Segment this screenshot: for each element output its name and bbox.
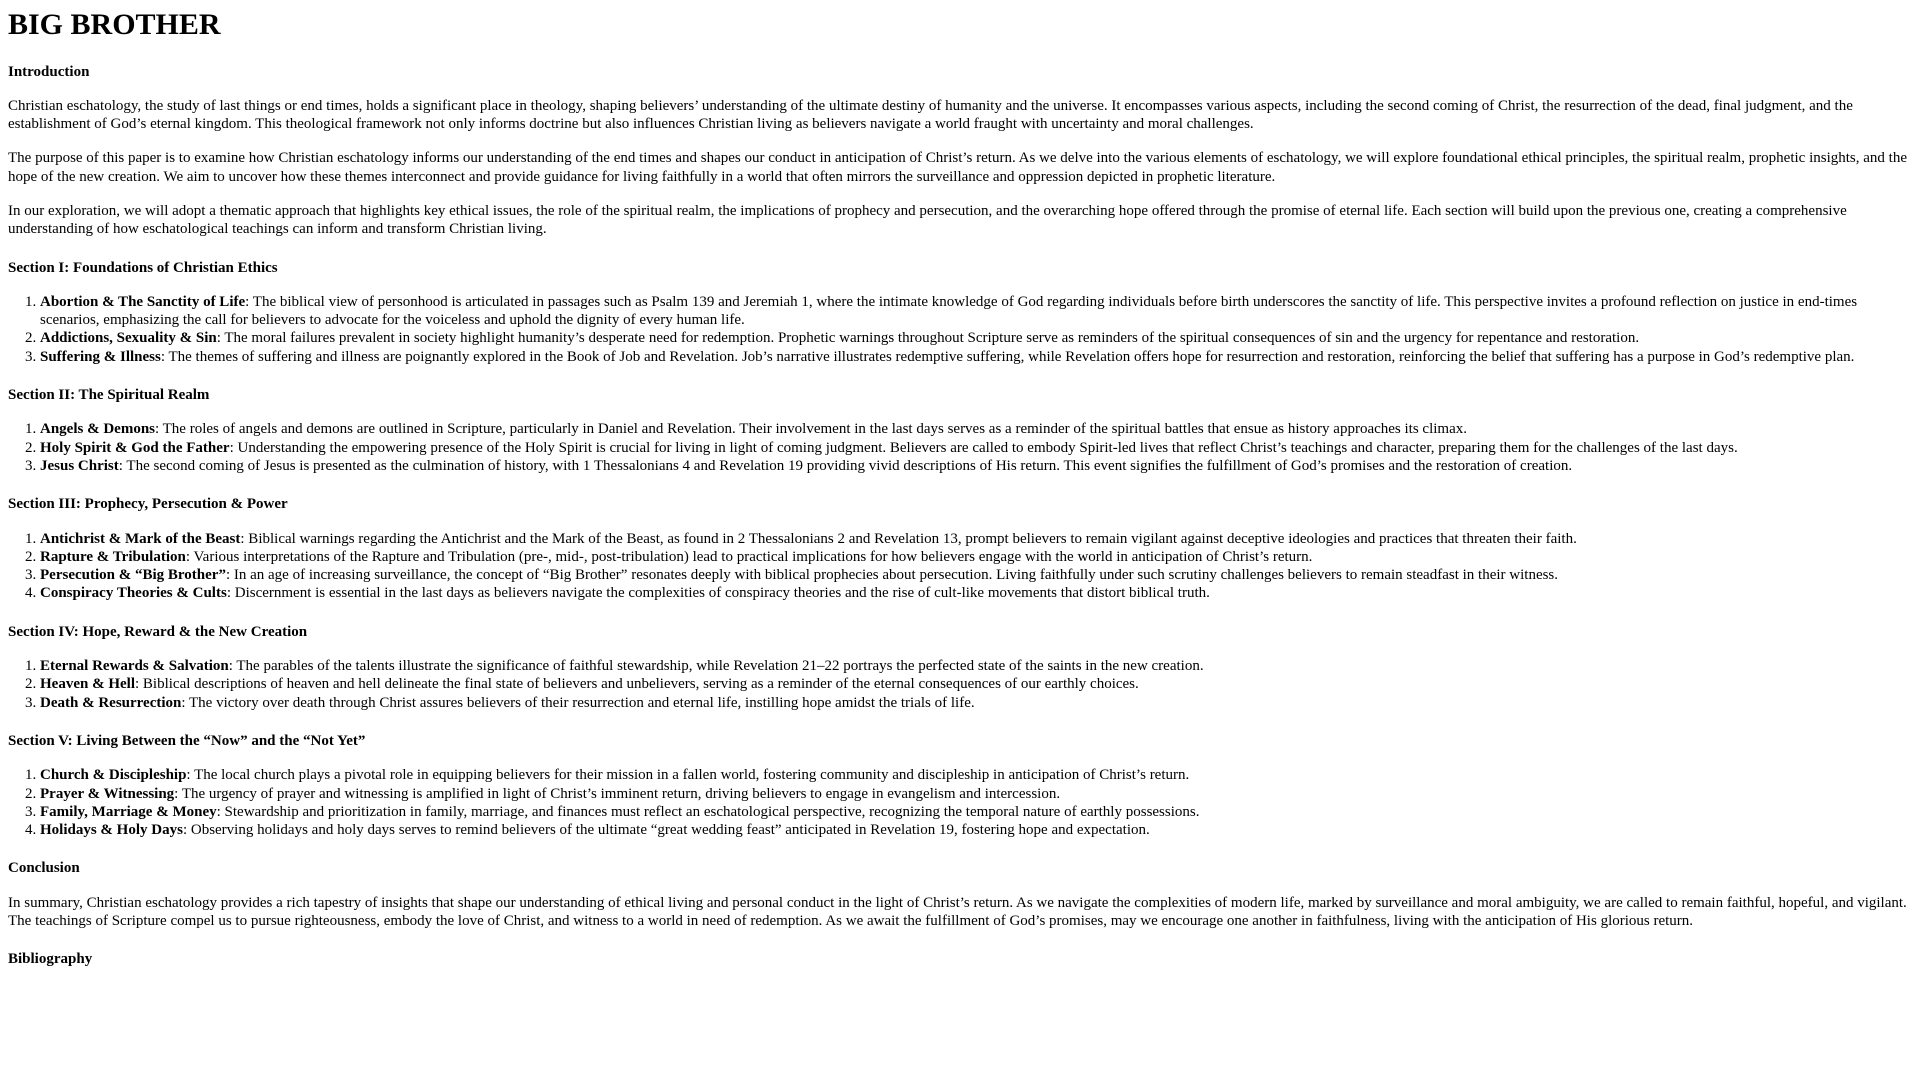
list-item-term: Addictions, Sexuality & Sin	[40, 330, 217, 347]
list-item-term: Persecution & “Big Brother”	[40, 567, 226, 584]
list-item-term: Prayer & Witnessing	[40, 785, 175, 802]
heading-section-3: Section III: Prophecy, Persecution & Power	[8, 496, 288, 513]
list-item-text: : Observing holidays and holy days serves to remind believers of the ultimate “great wedding feast” anticipated in Revelation 19, fostering hope and expectation.	[182, 822, 1150, 839]
list-item	[40, 457, 1912, 475]
list-item-text: : In an age of increasing surveillance, the concept of “Big Brother” resonates deeply with biblical prophecies about persecution. Living faithfully under such scrutiny challenges believers to remain steadfast in their witness.	[225, 567, 1559, 584]
heading-conclusion: Conclusion	[8, 860, 80, 877]
list-item-term: Rapture & Tribulation	[40, 548, 186, 565]
intro-paragraph: The purpose of this paper is to examine how Christian eschatology informs our understanding of the end times and shapes our conduct in anticipation of Christ’s return. As we delve into the various elements of eschatology, we will explore foundational ethical principles, the spiritual realm, prophetic insights, and the hope of the new creation. We aim to uncover how these themes interconnect and provide guidance for living faithfully in a world that often mirrors the surveillance and oppression depicted in prophetic literature.	[8, 150, 1907, 185]
list-item-term: Heaven & Hell	[40, 676, 135, 693]
heading-introduction: Introduction	[8, 63, 90, 80]
section-2-list	[8, 420, 1912, 475]
list-item-text: : The roles of angels and demons are outlined in Scripture, particularly in Daniel and Revelation. Their involvement in the last days serves as a reminder of the spiritual battles that ensue as history approaches its climax.	[155, 421, 1467, 438]
list-item-term: Suffering & Illness	[40, 348, 161, 365]
list-item-text: : The urgency of prayer and witnessing is amplified in light of Christ’s imminent return, driving believers to engage in evangelism and intercession.	[174, 785, 1061, 802]
list-item-text: : The parables of the talents illustrate the significance of faithful stewardship, while Revelation 21–22 portrays the perfected state of the saints in the new creation.	[228, 658, 1204, 675]
list-item	[40, 566, 1912, 584]
list-item-text: : Discernment is essential in the last days as believers navigate the complexities of conspiracy theories and the rise of cult-like movements that distort biblical truth.	[226, 585, 1210, 602]
list-item	[40, 821, 1912, 839]
heading-bibliography: Bibliography	[8, 951, 93, 968]
list-item	[40, 657, 1912, 675]
intro-paragraph: Christian eschatology, the study of last things or end times, holds a significant place in theology, shaping believers’ understanding of the ultimate destiny of humanity and the universe. It encompasses various aspects, including the second coming of Christ, the resurrection of the dead, final judgment, and the establishment of God’s eternal kingdom. This theological framework not only informs doctrine but also influences Christian living as believers navigate a world fraught with uncertainty and moral challenges.	[8, 97, 1853, 133]
heading-section-2: Section II: The Spiritual Realm	[8, 387, 210, 404]
list-item	[40, 584, 1912, 602]
list-item	[40, 803, 1912, 821]
list-item-term: Death & Resurrection	[40, 694, 182, 711]
list-item-text: : The second coming of Jesus is presented as the culmination of history, with 1 Thessalonians 4 and Revelation 19 providing vivid descriptions of His return. This event signifies the fulfillment of God’s promises and the restoration of creation.	[118, 457, 1573, 474]
list-item-text: : Stewardship and prioritization in family, marriage, and finances must reflect an eschatological perspective, recognizing the temporal nature of earthly possessions.	[216, 803, 1200, 820]
list-item-term: Abortion & The Sanctity of Life	[40, 293, 246, 310]
list-item-term: Antichrist & Mark of the Beast	[40, 530, 241, 547]
list-item-text: : Various interpretations of the Rapture and Tribulation (pre-, mid-, post-tribulation) lead to practical implications for how believers engage with the world in anticipation of Christ’s return.	[185, 548, 1313, 565]
list-item-text: : The local church plays a pivotal role in equipping believers for their mission in a fallen world, fostering community and discipleship in anticipation of Christ’s return.	[186, 767, 1190, 784]
list-item	[40, 439, 1912, 457]
heading-section-5: Section V: Living Between the “Now” and the “Not Yet”	[8, 732, 366, 749]
list-item-term: Jesus Christ	[40, 457, 119, 474]
list-item	[40, 766, 1912, 784]
heading-section-1: Section I: Foundations of Christian Ethics	[8, 259, 278, 276]
list-item-term: Angels & Demons	[40, 421, 155, 438]
list-item-term: Holy Spirit & God the Father	[40, 439, 230, 456]
list-item-term: Church & Discipleship	[40, 767, 187, 784]
list-item	[40, 348, 1912, 366]
list-item-term: Family, Marriage & Money	[40, 803, 217, 820]
section-5-list	[8, 766, 1912, 839]
list-item-text: : Biblical warnings regarding the Antichrist and the Mark of the Beast, as found in 2 Thessalonians 2 and Revelation 13, prompt believers to remain vigilant against deceptive ideologies and practices that threaten their faith.	[240, 530, 1577, 547]
section-3-list	[8, 530, 1912, 603]
section-1-list	[8, 293, 1912, 366]
list-item-term: Eternal Rewards & Salvation	[40, 658, 229, 675]
list-item	[40, 329, 1912, 347]
heading-section-4: Section IV: Hope, Reward & the New Creation	[8, 623, 308, 640]
list-item	[40, 694, 1912, 712]
list-item-text: : The biblical view of personhood is articulated in passages such as Psalm 139 and Jeremiah 1, where the intimate knowledge of God regarding individuals before birth underscores the sanctity of life. This perspective invites a profound reflection on justice in end-times scenarios, emphasizing the call for believers to advocate for the voiceless and uphold the dignity of every human life.	[40, 293, 1858, 329]
list-item	[40, 293, 1912, 330]
list-item-term: Conspiracy Theories & Cults	[40, 585, 227, 602]
conclusion-paragraph: In summary, Christian eschatology provides a rich tapestry of insights that shape our understanding of ethical living and personal conduct in the light of Christ’s return. As we navigate the complexities of modern life, marked by surveillance and moral ambiguity, we are called to remain faithful, hopeful, and vigilant. The teachings of Scripture compel us to pursue righteousness, embody the love of Christ, and witness to a world in need of redemption. As we await the fulfillment of God’s promises, may we encourage one another in faithfulness, living with the anticipation of His glorious return.	[8, 894, 1907, 929]
list-item	[40, 675, 1912, 693]
section-4-list	[8, 657, 1912, 712]
list-item-text: : The victory over death through Christ assures believers of their resurrection and eternal life, instilling hope amidst the trials of life.	[181, 694, 975, 711]
list-item-text: : The moral failures prevalent in society highlight humanity’s desperate need for redemption. Prophetic warnings throughout Scripture serve as reminders of the spiritual consequences of sin and the urgency for repentance and restoration.	[216, 330, 1640, 347]
list-item	[40, 420, 1912, 438]
list-item-text: : Biblical descriptions of heaven and hell delineate the final state of believers and unbelievers, serving as a reminder of the eternal consequences of our earthly choices.	[134, 676, 1139, 693]
list-item	[40, 785, 1912, 803]
list-item	[40, 548, 1912, 566]
list-item-term: Holidays & Holy Days	[40, 822, 183, 839]
list-item	[40, 530, 1912, 548]
page-title: BIG BROTHER	[8, 8, 221, 41]
list-item-text: : Understanding the empowering presence of the Holy Spirit is crucial for living in light of coming judgment. Believers are called to embody Spirit-led lives that reflect Christ’s teachings and character, preparing them for the challenges of the last days.	[229, 439, 1738, 456]
intro-paragraph: In our exploration, we will adopt a thematic approach that highlights key ethical issues, the role of the spiritual realm, the implications of prophecy and persecution, and the overarching hope offered through the promise of eternal life. Each section will build upon the previous one, creating a comprehensive understanding of how eschatological teachings can inform and transform Christian living.	[8, 202, 1847, 238]
list-item-text: : The themes of suffering and illness are poignantly explored in the Book of Job and Revelation. Job’s narrative illustrates redemptive suffering, while Revelation offers hope for resurrection and restoration, reinforcing the belief that suffering has a purpose in God’s redemptive plan.	[160, 348, 1855, 365]
